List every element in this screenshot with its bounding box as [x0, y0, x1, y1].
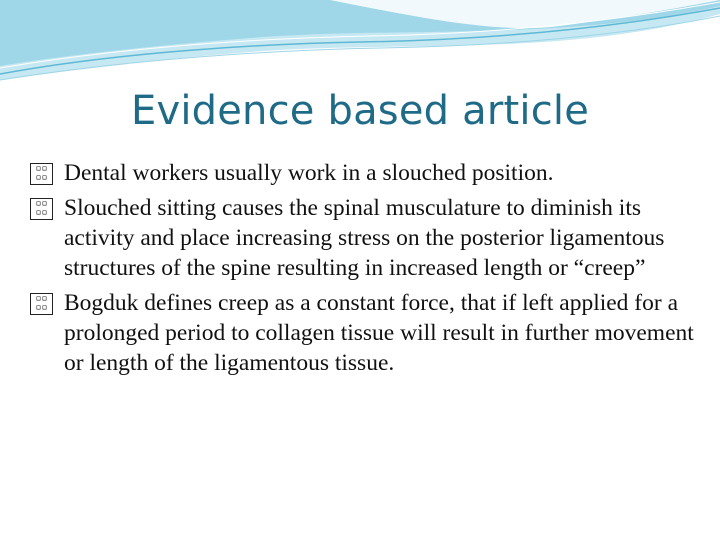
bullet-text: Dental workers usually work in a slouched position. — [64, 160, 554, 186]
header-wave-decoration — [0, 0, 720, 90]
missing-glyph-icon: ▫▫ ▫▫ — [30, 163, 53, 185]
bullet-text: Slouched sitting causes the spinal musculature to diminish its activity and place increasing stress on the posterior ligamentous structures of the spine resulting in increased length or “creep” — [64, 195, 665, 281]
bullet-text: Bogduk defines creep as a constant force, that if left applied for a prolonged period to collagen tissue will result in further movement or length of the ligamentous tissue. — [64, 290, 694, 376]
missing-glyph-icon: ▫▫ ▫▫ — [30, 198, 53, 220]
bullet-item — [30, 193, 700, 283]
slide-title: Evidence based article — [130, 88, 590, 134]
bullet-list — [30, 158, 700, 383]
bullet-item — [30, 158, 700, 188]
bullet-item — [30, 288, 700, 378]
missing-glyph-icon: ▫▫ ▫▫ — [30, 293, 53, 315]
